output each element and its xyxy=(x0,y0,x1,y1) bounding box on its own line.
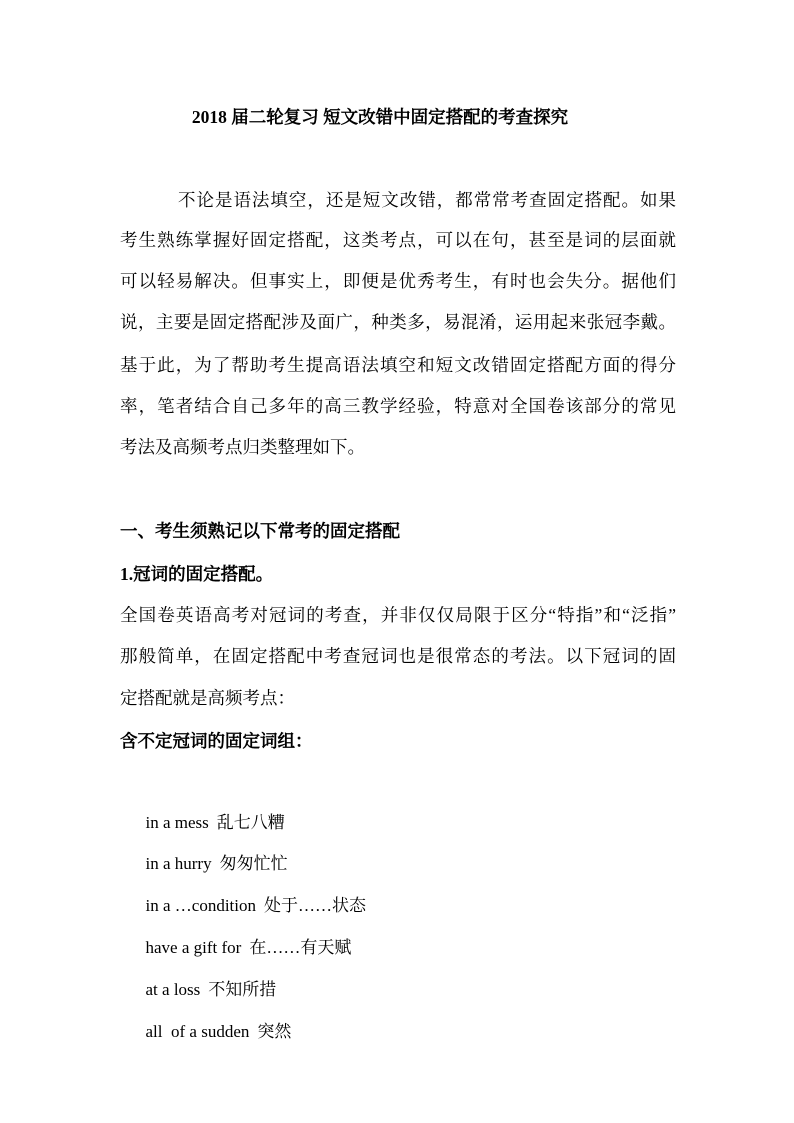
subsection-heading: 1.冠词的固定搭配。 xyxy=(120,564,274,584)
intro-line: 不论是语法填空，还是短文改错，都常常考查固定搭配。如果 xyxy=(178,190,676,210)
phrase-item xyxy=(120,972,676,1041)
intro-line: 率，笔者结合自己多年的高三教学经验，特意对全国卷该部分的常见 xyxy=(120,396,676,416)
phrase-group-heading: 含不定冠词的固定词组： xyxy=(120,731,313,751)
phrase-english: in a mess xyxy=(145,813,209,832)
phrase-english: at a loss xyxy=(145,980,201,999)
section-heading: 一、考生须熟记以下常考的固定搭配 xyxy=(120,521,400,541)
phrase-item xyxy=(120,804,676,873)
intro-line: 基于此，为了帮助考生提高语法填空和短文改错固定搭配方面的得分 xyxy=(120,355,676,375)
phrase-item xyxy=(120,930,676,999)
intro-line: 说，主要是固定搭配涉及面广，种类多，易混淆，运用起来张冠李戴。 xyxy=(120,312,676,332)
document-title: 2018 届二轮复习 短文改错中固定搭配的考查探究 xyxy=(191,107,569,127)
phrase-english: in a …condition xyxy=(145,896,256,915)
phrase-english: have a gift for xyxy=(145,938,242,957)
phrase-chinese: 不知所措 xyxy=(208,980,277,999)
subsection-line: 全国卷英语高考对冠词的考查，并非仅仅局限于区分“特指”和“泛指” xyxy=(120,605,676,625)
subsection-line: 那般简单，在固定搭配中考查冠词也是很常态的考法。以下冠词的固 xyxy=(120,646,676,666)
phrase-item xyxy=(120,763,676,832)
phrase-chinese: 在……有天赋 xyxy=(249,938,352,957)
subsection-line: 定搭配就是高频考点： xyxy=(120,688,295,708)
phrase-chinese: 处于……状态 xyxy=(263,896,366,915)
phrase-english: in a hurry xyxy=(145,854,212,873)
intro-line: 考法及高频考点归类整理如下。 xyxy=(120,437,365,457)
phrase-english: all of a sudden xyxy=(145,1022,250,1041)
intro-line: 可以轻易解决。但事实上，即便是优秀考生，有时也会失分。据他们 xyxy=(120,271,676,291)
phrase-chinese: 匆匆忙忙 xyxy=(219,854,288,873)
phrase-chinese: 乱七八糟 xyxy=(216,813,285,832)
phrase-chinese: 突然 xyxy=(257,1022,292,1041)
phrase-item xyxy=(120,888,676,957)
intro-line: 考生熟练掌握好固定搭配，这类考点，可以在句，甚至是词的层面就 xyxy=(120,230,676,250)
phrase-item xyxy=(120,846,676,915)
